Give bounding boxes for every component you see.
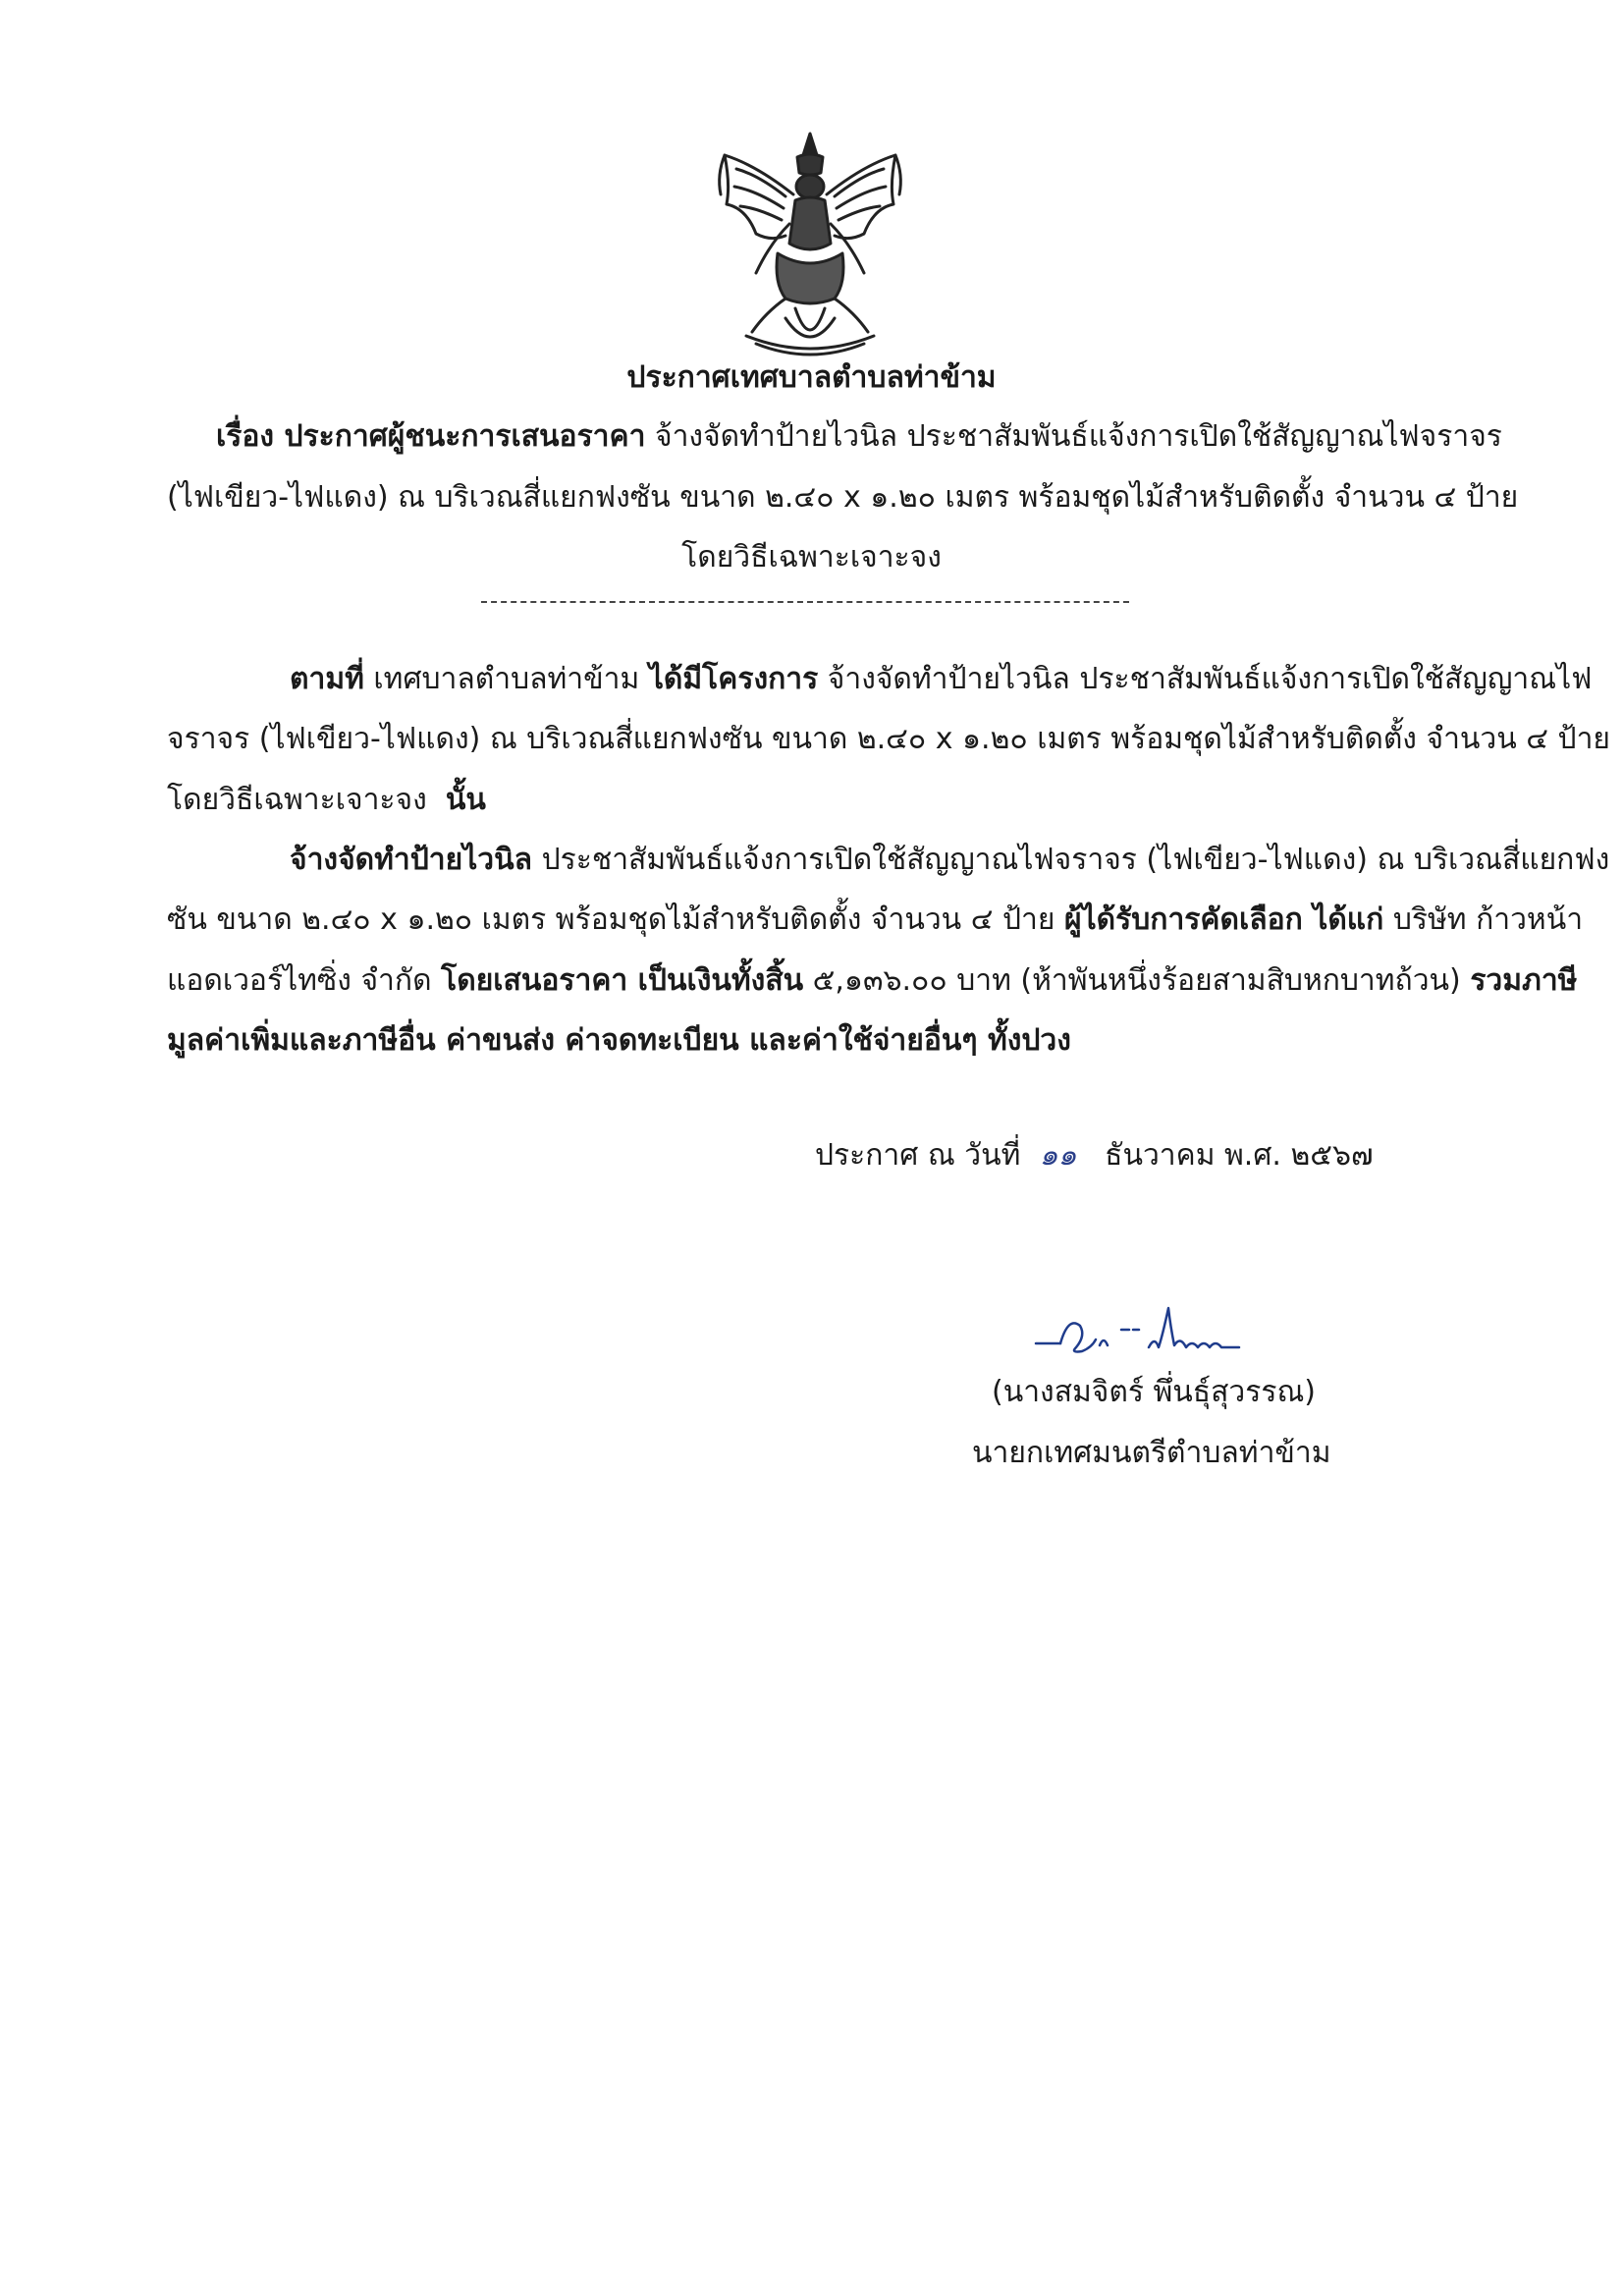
offer-price-amount: ๕,๑๓๖.๐๐ บาท (ห้าพันหนึ่งร้อยสามสิบหกบาทถ้วน)	[803, 963, 1471, 998]
para2-lead: จ้างจัดทำป้ายไวนิล	[290, 843, 533, 877]
company-name-part2: แอดเวอร์ไทซิ่ง จำกัด	[167, 963, 442, 998]
company-name-part1: บริษัท ก้าวหน้า	[1383, 902, 1584, 937]
subject-line-3: โดยวิธีเฉพาะเจาะจง	[681, 540, 942, 574]
date-day: ๑๑	[1039, 1138, 1077, 1173]
tax-included-label: รวมภาษี	[1470, 963, 1578, 998]
selected-winner-label: ผู้ได้รับการคัดเลือก ได้แก่	[1063, 902, 1384, 937]
subject-line-1	[216, 417, 1502, 457]
signer-name: (นางสมจิตร์ พึ่นธุ์สุวรรณ)	[992, 1375, 1317, 1409]
subject-label: เรื่อง ประกาศผู้ชนะการเสนอราคา	[216, 419, 646, 454]
para1-ending: นั้น	[445, 783, 486, 817]
signer-position: นายกเทศมนตรีตำบลท่าข้าม	[972, 1436, 1331, 1470]
para1-lead: ตามที่	[290, 662, 364, 696]
para2-line-1	[290, 841, 1609, 880]
separator-line	[481, 601, 1129, 603]
date-prefix: ประกาศ ณ วันที่	[815, 1138, 1021, 1173]
para1-line-1	[290, 660, 1592, 699]
para2-line-4: มูลค่าเพิ่มและภาษีอื่น ค่าขนส่ง ค่าจดทะเบียน และค่าใช้จ่ายอื่นๆ ทั้งปวง	[167, 1023, 1071, 1058]
subject-line-2: (ไฟเขียว-ไฟแดง) ณ บริเวณสี่แยกฟงซัน ขนาด ๒.๔๐ x ๑.๒๐ เมตร พร้อมชุดไม้สำหรับติดตั้ง จำนวน ๔ ป้าย	[167, 480, 1519, 515]
announcement-title: ประกาศเทศบาลตำบลท่าข้าม	[626, 360, 997, 395]
para1-line-2: จราจร (ไฟเขียว-ไฟแดง) ณ บริเวณสี่แยกฟงซัน ขนาด ๒.๔๐ x ๑.๒๐ เมตร พร้อมชุดไม้สำหรับติดตั้ง จำนวน ๔ ป้าย	[167, 722, 1611, 756]
para2-line-2	[167, 901, 1583, 940]
garuda-emblem-icon	[687, 126, 933, 356]
para1-project-text: จ้างจัดทำป้ายไวนิล ประชาสัมพันธ์แจ้งการเปิดใช้สัญญาณไฟ	[818, 662, 1593, 696]
para1-line-3: โดยวิธีเฉพาะเจาะจง นั้น	[167, 783, 486, 817]
para1-project-label: ได้มีโครงการ	[648, 662, 819, 696]
para2-l2-text: ซัน ขนาด ๒.๔๐ x ๑.๒๐ เมตร พร้อมชุดไม้สำหรับติดตั้ง จำนวน ๔ ป้าย	[167, 902, 1064, 937]
handwritten-signature-icon	[1031, 1296, 1276, 1365]
announce-date	[815, 1136, 1374, 1175]
para2-l1-text: ประชาสัมพันธ์แจ้งการเปิดใช้สัญญาณไฟจราจร (ไฟเขียว-ไฟแดง) ณ บริเวณสี่แยกฟง	[532, 843, 1610, 877]
para2-line-3	[167, 961, 1577, 1001]
para1-org: เทศบาลตำบลท่าข้าม	[363, 662, 649, 696]
subject-line-1-text: จ้างจัดทำป้ายไวนิล ประชาสัมพันธ์แจ้งการเปิดใช้สัญญาณไฟจราจร	[655, 419, 1502, 454]
offer-price-label: โดยเสนอราคา เป็นเงินทั้งสิ้น	[441, 963, 804, 998]
date-month-year: ธันวาคม พ.ศ. ๒๕๖๗	[1105, 1138, 1374, 1173]
